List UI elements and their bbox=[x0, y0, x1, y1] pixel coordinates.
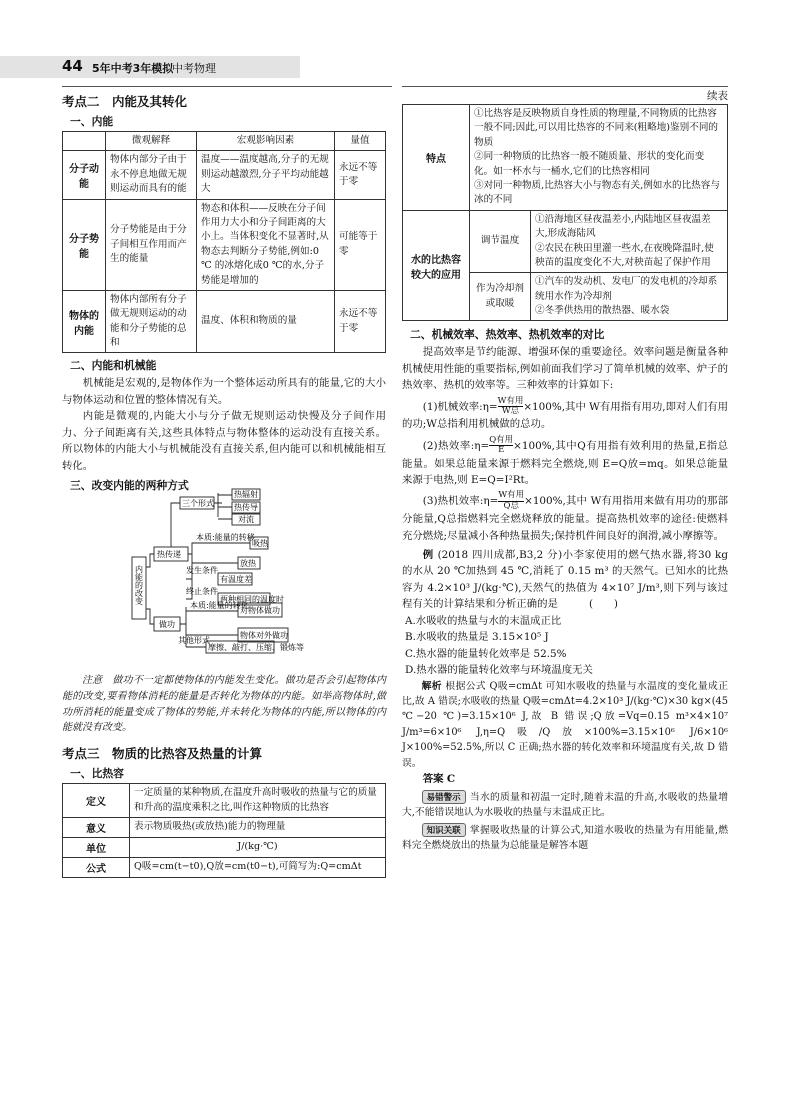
t2-cell: 公式 bbox=[63, 858, 130, 878]
t3-app1-label: 调节温度 bbox=[470, 210, 531, 273]
t3-feature-label: 特点 bbox=[403, 105, 470, 211]
formula-2-bottom: E bbox=[498, 445, 505, 456]
formula-1-fraction bbox=[498, 397, 524, 417]
t1-cell: 可能等于零 bbox=[335, 199, 386, 290]
formula-1 bbox=[402, 397, 728, 433]
t3-features bbox=[470, 105, 728, 211]
kp3-s1-title: 一、比热容 bbox=[70, 767, 124, 781]
diagram-forms-item: 热传导 bbox=[234, 503, 258, 513]
t1-header-2: 宏观影响因素 bbox=[197, 132, 335, 151]
formula-3-fraction bbox=[498, 491, 524, 511]
formula-2-top: Q有用 bbox=[489, 434, 514, 445]
example-label: 例 bbox=[422, 549, 434, 562]
diagram-cond2: 终止条件 bbox=[186, 587, 218, 597]
example bbox=[402, 547, 728, 613]
book-title: 5年中考3年模拟 bbox=[92, 62, 174, 75]
diagram-heat-label: 热传递 bbox=[157, 550, 181, 560]
formula-1-pre: (1)机械效率:η= bbox=[422, 400, 498, 413]
table-row bbox=[63, 784, 386, 818]
option-b: B.水吸收的热量是 3.15×10⁵ J bbox=[405, 631, 549, 644]
t1-cell: 物体内部所有分子做无规则运动的动能和分子势能的总和 bbox=[106, 290, 197, 353]
efficiency-intro: 提高效率是节约能源、增强环保的重要途径。效率问题是衡量各种机械使用性能的重要指标,例如前面我们学习了简单机械的效率、炉子的热效率、热机的效率等。三种效率的计算如下: bbox=[402, 346, 728, 392]
formula-1-post: ×100%,其中 W有用指有用功,即对人们有用的功;W总指利用机械做的总功。 bbox=[402, 400, 729, 431]
kp2-title: 考点二 内能及其转化 bbox=[62, 94, 188, 109]
t2-cell: 一定质量的某种物质,在温度升高时吸收的热量与它的质量和升高的温度乘积之比,叫作这种物质的比热容 bbox=[130, 784, 386, 818]
subject-title: 中考物理 bbox=[172, 62, 216, 75]
formula-2-post: ×100%,其中Q有用指有效利用的热量,E指总能量。如果总能量来源于燃料完全燃烧,则 E=Q放=mq。如果总能量来源于电热,则 E=Q=I²Rt。 bbox=[402, 439, 728, 487]
left-column bbox=[62, 92, 386, 878]
kp2-s1-title: 一、内能 bbox=[70, 115, 114, 128]
diagram-work-label: 做功 bbox=[159, 620, 175, 630]
rs2-title: 二、机械效率、热效率、热机效率的对比 bbox=[410, 328, 605, 342]
formula-1-bottom: W总 bbox=[501, 406, 520, 417]
diagram-cond1: 发生条件 bbox=[186, 566, 218, 576]
page-number: 44 bbox=[62, 57, 83, 75]
header-rule-left bbox=[62, 86, 392, 87]
specific-heat-table bbox=[62, 783, 386, 878]
s2-paragraph-1: 机械能是宏观的,是物体作为一个整体运动所具有的能量,它的大小与物体运动和位置的整体情况有关。 bbox=[62, 377, 386, 406]
t3-app2-item: ①汽车的发动机、发电厂的发电机的冷却系统用水作为冷却剂 bbox=[535, 276, 718, 302]
t1-cell: 永远不等于零 bbox=[335, 290, 386, 353]
answer bbox=[402, 771, 728, 787]
table-row bbox=[403, 105, 728, 211]
diagram-work-forms-val: 摩擦、敲打、压缩、锻炼等 bbox=[208, 643, 304, 653]
t3-app1-item: ①沿海地区昼夜温差小,内陆地区昼夜温差大,形成海陆风 bbox=[535, 213, 711, 240]
page-header bbox=[0, 56, 300, 78]
kp3-title: 考点三 物质的比热容及热量的计算 bbox=[62, 746, 263, 762]
tip-knowledge-link bbox=[402, 823, 728, 854]
specific-heat-table-continued bbox=[402, 104, 728, 321]
t2-cell: 意义 bbox=[63, 818, 130, 838]
t3-feature-item: ③对同一种物质,比热容大小与物态有关,例如水的比热容与冰的不同 bbox=[474, 179, 720, 206]
table-row bbox=[63, 151, 386, 199]
formula-2 bbox=[402, 436, 728, 489]
tip2-text: 掌握吸收热量的计算公式,知道水吸收的热量为有用能量,燃料完全燃烧放出的热量为总能量是解答本题 bbox=[402, 824, 728, 852]
diagram-heat-essence: 本质:能量的转移 bbox=[196, 533, 255, 543]
t3-app2 bbox=[531, 273, 728, 321]
s2-paragraph-2: 内能是微观的,内能大小与分子做无规则运动快慢及分子间作用力、分子间距离有关,这些具体特点与物体整体的运动没有直接关系。所以物体的内能大小与机械能没有直接关系,但内能可以和机械能相互转化。 bbox=[62, 410, 386, 472]
analysis-label: 解析 bbox=[421, 680, 442, 692]
diagram-root-text: 内能的改变 bbox=[134, 565, 144, 606]
t1-cell: 温度、体积和物质的量 bbox=[197, 290, 335, 353]
formula-3-top: W有用 bbox=[498, 490, 525, 501]
t2-cell: Q吸=cm(t−t0),Q放=cm(t0−t),可简写为:Q=cmΔt bbox=[130, 858, 386, 878]
kp2-s3-title: 三、改变内能的两种方式 bbox=[70, 479, 189, 493]
t3-app-label: 水的比热容较大的应用 bbox=[403, 210, 470, 321]
note-paragraph: 注意 做功不一定都使物体的内能发生变化。做功是否会引起物体内能的改变,要看物体消耗的能量是否转化为物体的内能。如举高物体时,做功所消耗的能量变成了物体的势能,并未转化为物体的内能,所以物体的内能就没有改变。 bbox=[62, 675, 386, 734]
table-row bbox=[403, 210, 728, 273]
tip-common-error bbox=[402, 790, 728, 821]
t1-header-0 bbox=[63, 132, 106, 151]
t3-app1 bbox=[531, 210, 728, 273]
t1-cell: 永远不等于零 bbox=[335, 151, 386, 199]
table-row bbox=[63, 838, 386, 858]
continued-label: 续表 bbox=[707, 90, 728, 102]
answer-value: C bbox=[446, 773, 456, 786]
diagram-cond1-val: 有温度差 bbox=[220, 575, 252, 585]
table-row bbox=[63, 818, 386, 838]
t1-cell: 物体内部分子由于永不停息地做无规则运动而具有的能 bbox=[106, 151, 197, 199]
formula-3-post: ×100%,其中 W有用指用来做有用功的那部分能量,Q总指燃料完全燃烧释放的能量。提高热机效率的途径:使燃料充分燃烧;尽量减小各种热量损失;保持机件间良好的润滑,减小摩擦等。 bbox=[402, 495, 728, 542]
t1-header-3: 量值 bbox=[335, 132, 386, 151]
tip2-badge: 知识关联 bbox=[422, 823, 466, 837]
example-text: (2018 四川成都,B3,2 分)小李家使用的燃气热水器,将30 kg 的水从 20 ℃加热到 45 ℃,消耗了 0.15 m³ 的天然气。已知水的比热容为 4.2×10³ J/(kg·℃),天然气的热值为 4×10⁷ J/m³,则下列与该过程有关的计算结果和分析正确的是 ( ) bbox=[402, 549, 728, 611]
right-column bbox=[402, 104, 728, 854]
t3-app1-item: ②农民在秧田里灌一些水,在夜晚降温时,使秧苗的温度变化不大,对秧苗起了保护作用 bbox=[535, 242, 714, 268]
formula-3-bottom: Q总 bbox=[503, 500, 519, 511]
option-d: D.热水器的能量转化效率与环境温度无关 bbox=[405, 664, 593, 677]
t1-cell: 物态和体积——反映在分子间作用力大小和分子间距离的大小上。当体积变化不显著时,从物态去判断分子势能,例如:0 ℃ 的冰熔化成0 ℃的水,分子势能是增加的 bbox=[197, 199, 335, 290]
t1-cell: 物体的内能 bbox=[63, 290, 106, 353]
diagram-forms-label: 三个形式 bbox=[182, 499, 214, 509]
t1-cell: 分子势能 bbox=[63, 199, 106, 290]
header-rule-right bbox=[402, 86, 728, 87]
option-a: A.水吸收的热量与水的末温成正比 bbox=[405, 614, 562, 627]
diagram-work-item: 物体对外做功 bbox=[240, 631, 288, 641]
internal-energy-change-diagram bbox=[62, 490, 386, 671]
table-row bbox=[63, 199, 386, 290]
diagram-root-label bbox=[135, 564, 144, 606]
t3-feature-item: ①比热容是反映物质自身性质的物理量,不同物质的比热容一般不同;因此,可以用比热容的不同来(粗略地)鉴别不同的物质 bbox=[474, 108, 719, 148]
table-row bbox=[63, 858, 386, 878]
table-row bbox=[63, 290, 386, 353]
formula-2-pre: (2)热效率:η= bbox=[422, 439, 490, 452]
tip1-badge: 易错警示 bbox=[422, 790, 466, 804]
formula-3-pre: (3)热机效率:η= bbox=[422, 495, 499, 508]
diagram-work-item: 对物体做功 bbox=[240, 606, 280, 616]
t3-app2-item: ②冬季供热用的散热器、暖水袋 bbox=[535, 305, 670, 317]
t1-cell: 分子势能是由于分子间相互作用而产生的能量 bbox=[106, 199, 197, 290]
internal-energy-table bbox=[62, 131, 386, 353]
t1-cell: 温度——温度越高,分子的无规则运动越激烈,分子平均动能越大 bbox=[197, 151, 335, 199]
t3-feature-item: ②同一种物质的比热容一般不随质量、形状的变化而变化。如一杯水与一桶水,它们的比热容相同 bbox=[474, 151, 705, 177]
t1-header-1: 微观解释 bbox=[106, 132, 197, 151]
diagram-forms-item: 对流 bbox=[238, 515, 254, 525]
formula-1-top: W有用 bbox=[497, 395, 524, 406]
t2-cell: J/(kg·℃) bbox=[130, 838, 386, 858]
diagram-forms-item: 热辐射 bbox=[234, 490, 258, 500]
t2-cell: 表示物质吸热(或放热)能力的物理量 bbox=[130, 818, 386, 838]
analysis bbox=[402, 679, 728, 772]
diagram-ess-item: 放热 bbox=[240, 559, 256, 569]
answer-label: 答案 bbox=[422, 773, 444, 786]
diagram-work-essence: 本质:能量的转化 bbox=[190, 601, 249, 611]
option-c: C.热水器的能量转化效率是 52.5% bbox=[405, 647, 567, 660]
tip1-text: 当水的质量和初温一定时,随着末温的升高,水吸收的热量增大,不能错误地认为水吸收的热量与末温成正比。 bbox=[402, 791, 728, 819]
formula-2-fraction bbox=[489, 436, 513, 456]
t2-cell: 定义 bbox=[63, 784, 130, 818]
formula-3 bbox=[402, 491, 728, 544]
diagram-ess-item: 吸热 bbox=[252, 539, 268, 549]
diagram-work-forms: 其他形式 bbox=[178, 636, 210, 646]
t1-cell: 分子动能 bbox=[63, 151, 106, 199]
kp2-s2-title: 二、内能和机械能 bbox=[70, 359, 157, 373]
diagram-cond2-val: 两种相同的温度时 bbox=[220, 595, 284, 605]
t2-cell: 单位 bbox=[63, 838, 130, 858]
analysis-text: 根据公式 Q吸=cmΔt 可知水吸收的热量与水温度的变化量成正比,故 A 错误;水吸收的热量 Q吸=cmΔt=4.2×10³ J/(kg·℃)×30 kg×(45 ℃−20 ℃)=3.15×10⁶ J,故 B 错误;Q放=Vq=0.15 m³×4×10⁷ J/m³=6×10⁶ J,η=Q吸/Q放×100%=3.15×10⁶ J/6×10⁶ J×100%=52.5%,所以 C 正确;热水器的转化效率和环境温度有关,故 D 错误。 bbox=[402, 680, 729, 769]
t3-app2-label: 作为冷却剂或取暖 bbox=[470, 273, 531, 321]
